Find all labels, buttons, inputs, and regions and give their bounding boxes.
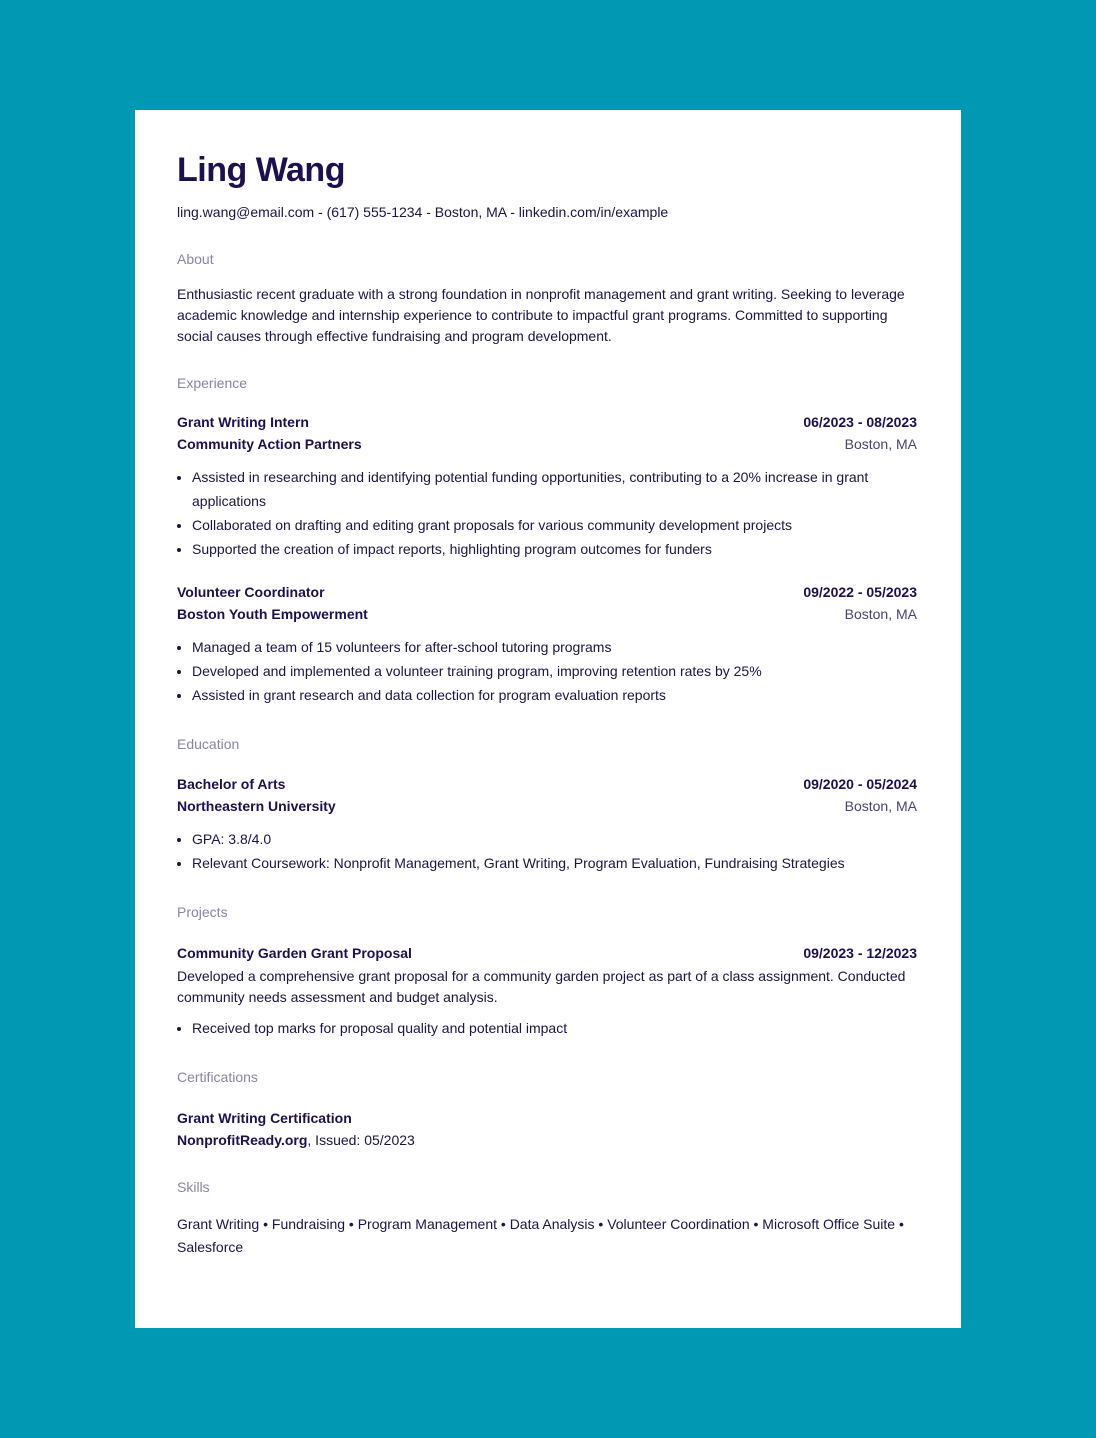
candidate-name: Ling Wang [177,151,345,189]
contact-line: ling.wang@email.com - (617) 555-1234 - Boston, MA - linkedin.com/in/example [177,204,669,220]
job-dates: 06/2023 - 08/2023 [803,414,917,430]
job-location: Boston, MA [844,606,917,622]
list-item: • Relevant Coursework: Nonprofit Management, Grant Writing, Program Evaluation, Fundraising Strategies [192,851,917,875]
section-title-projects: Projects [177,904,228,920]
experience-entry [177,581,917,707]
project-entry [177,942,917,1040]
entry-subheader-row [177,603,917,625]
section-title-certifications: Certifications [177,1069,258,1085]
section-title-about: About [177,251,214,267]
list-item: • Assisted in researching and identifying potential funding opportunities, contributing to a 20% increase in grant applications [192,465,917,513]
skills-list: Grant Writing • Fundraising • Program Management • Data Analysis • Volunteer Coordination • Microsoft Office Suite • Salesforce [177,1216,904,1255]
entry-header-row [177,773,917,795]
project-description: Developed a comprehensive grant proposal for a community garden project as part of a class assignment. Conducted community needs assessment and budget analysis. [177,968,906,1005]
certification-issued-date: , Issued: 05/2023 [307,1132,415,1148]
section-title-skills: Skills [177,1179,210,1195]
job-dates: 09/2022 - 05/2023 [803,584,917,600]
bullet-list [177,1016,917,1040]
certification-name: Grant Writing Certification [177,1110,352,1126]
entry-header-row [177,581,917,603]
list-item: • Supported the creation of impact reports, highlighting program outcomes for funders [192,537,917,561]
resume-page [135,110,961,1328]
education-dates: 09/2020 - 05/2024 [803,776,917,792]
organization-name: Community Action Partners [177,436,362,452]
list-item: • Managed a team of 15 volunteers for after-school tutoring programs [192,635,917,659]
certification-issuer-line [177,1129,917,1151]
education-entry [177,773,917,875]
section-title-experience: Experience [177,375,248,391]
organization-name: Boston Youth Empowerment [177,606,368,622]
entry-subheader-row [177,433,917,455]
entry-header-row [177,942,917,964]
bullet-list [177,827,917,875]
list-item: • Collaborated on drafting and editing grant proposals for various community development projects [192,513,917,537]
project-name: Community Garden Grant Proposal [177,945,412,961]
entry-subheader-row [177,795,917,817]
project-dates: 09/2023 - 12/2023 [803,945,917,961]
bullet-list [177,465,917,561]
school-location: Boston, MA [844,798,917,814]
certification-entry [177,1107,917,1151]
job-title: Grant Writing Intern [177,414,309,430]
experience-entry [177,411,917,561]
degree-name: Bachelor of Arts [177,776,286,792]
list-item: • Developed and implemented a volunteer training program, improving retention rates by 25% [192,659,917,683]
school-name: Northeastern University [177,798,336,814]
list-item: • Received top marks for proposal quality and potential impact [192,1016,917,1040]
entry-header-row [177,411,917,433]
section-title-education: Education [177,736,240,752]
list-item: • Assisted in grant research and data collection for program evaluation reports [192,683,917,707]
bullet-list [177,635,917,707]
job-location: Boston, MA [844,436,917,452]
about-text: Enthusiastic recent graduate with a strong foundation in nonprofit management and grant writing. Seeking to leverage academic knowledge and internship experience to contribute to impactful grant programs. Committed to supporting social causes through effective fundraising and program development. [177,286,905,344]
list-item: • GPA: 3.8/4.0 [192,827,917,851]
certification-issuer: NonprofitReady.org [177,1132,308,1148]
job-title: Volunteer Coordinator [177,584,325,600]
